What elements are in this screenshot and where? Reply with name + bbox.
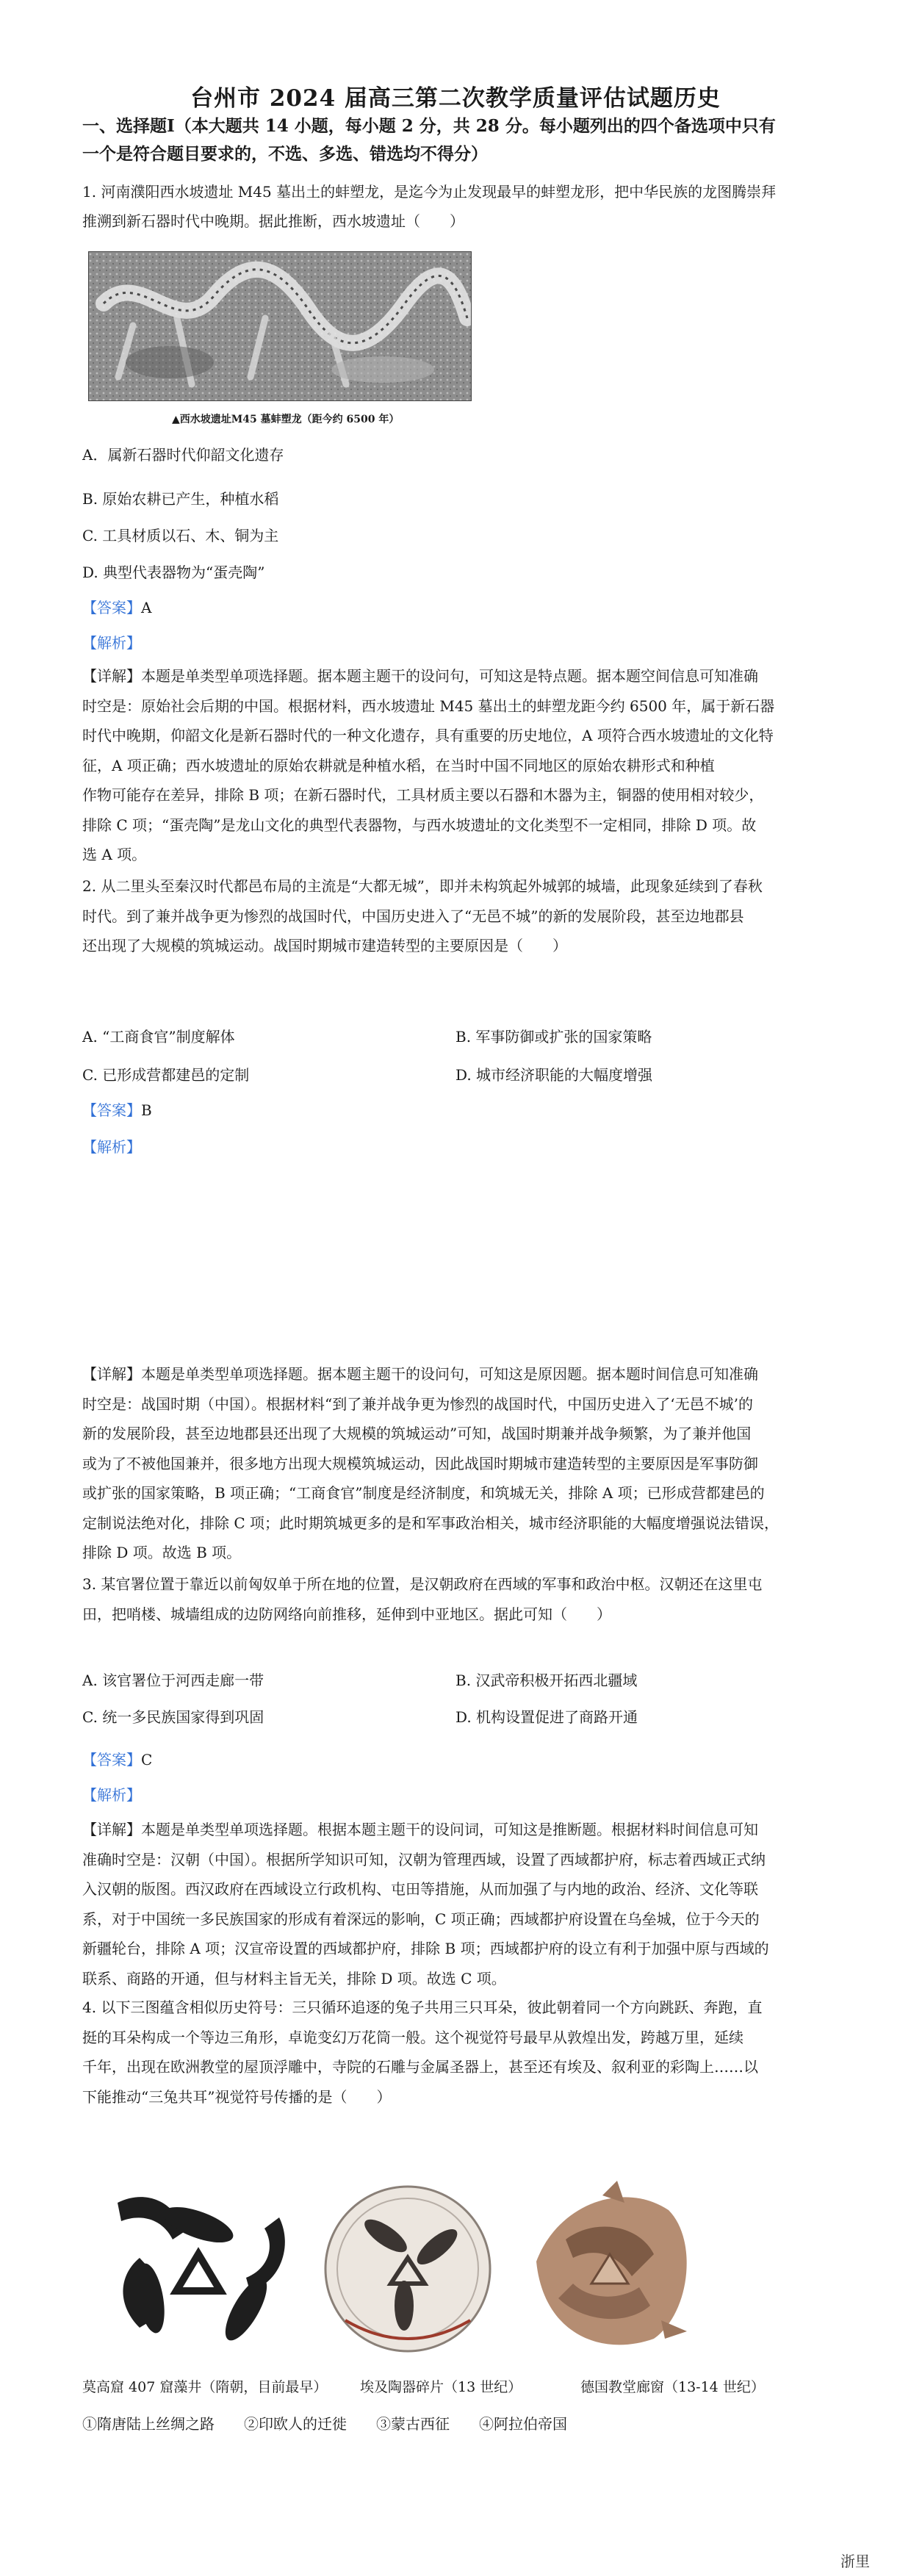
three-hares-german-church-image (514, 2173, 705, 2363)
q3-option-a: A. 该官署位于河西走廊一带 (82, 1672, 264, 1689)
q4-caption-germany: 德国教堂廊窗（13-14 世纪） (580, 2379, 765, 2395)
q1-stem-line2: 推溯到新石器时代中晚期。据此推断，西水坡遗址（ ） (82, 212, 464, 230)
q4-stem: 4. 以下三图蕴含相似历史符号：三只循环追逐的兔子共用三只耳朵，彼此朝着同一个方向跳跃、奔跑，直 挺的耳朵构成一个等边三角形，卓诡变幻万花筒一般。这个视觉符号最早从敦煌出发，跨越万里，延续 千年，出现在欧洲教堂的屋顶浮雕中，寺院的石雕与金属圣器上，甚至还有埃及、叙利亚的彩陶上……以 下能推动“三兔共耳”视觉符号传播的是（ ） (82, 1998, 763, 2106)
q4-caption-egypt: 埃及陶器碎片（13 世纪） (360, 2379, 522, 2395)
q1-option-b: B. 原始农耕已产生，种植水稻 (82, 490, 279, 508)
q1-detail: 【详解】本题是单类型单项选择题。据本题主题干的设问句，可知这是特点题。据本题空间信息可知准确 时空是：原始社会后期的中国。根据材料，西水坡遗址 M45 墓出土的蚌塑龙距今约 6500 年，属于新石器 时代中晚期，仰韶文化是新石器时代的一种文化遗存，具有重要的历史地位，A 项符合西水坡遗址的文化特 征，A 项正确；西水坡遗址的原始农耕就是种植水稻，在当时中国不同地区的原始农耕形式和种植 作物可能存在差异，排除 B 项；在新石器时代，工具材质主要以石器和木器为主，铜器的使用相对较少， 排除 C 项；“蛋壳陶”是龙山文化的典型代表器物，与西水坡遗址的文化类型不一定相同，排除 D 项。故 选 A 项。 (82, 667, 775, 863)
three-hares-egypt-pottery-image (316, 2173, 500, 2363)
q2-stem: 2. 从二里头至秦汉时代都邑布局的主流是“大都无城”，即并未构筑起外城郭的城墙，此现象延续到了春秋 时代。到了兼并战争更为惨烈的战国时代，中国历史进入了“无邑不城”的新的发展阶段，甚至边地郡县 还出现了大规模的筑城运动。战国时期城市建造转型的主要原因是（ ） (82, 877, 763, 954)
section-heading-line2: 一个是符合题目要求的，不选、多选、错选均不得分） (82, 144, 488, 164)
q2-answer: 【答案】B (82, 1101, 152, 1119)
q3-answer: 【答案】C (82, 1751, 153, 1769)
q4-caption-mogao: 莫高窟 407 窟藻井（隋朝，目前最早） (82, 2379, 328, 2395)
q2-option-d: D. 城市经济职能的大幅度增强 (455, 1066, 653, 1084)
q4-choices: ①隋唐陆上丝绸之路 ②印欧人的迁徙 ③蒙古西征 ④阿拉伯帝国 (82, 2415, 567, 2433)
q1-option-c: C. 工具材质以石、木、铜为主 (82, 527, 279, 544)
q3-detail: 【详解】本题是单类型单项选择题。根据本题主题干的设问词，可知这是推断题。根据材料时间信息可知 准确时空是：汉朝（中国）。根据所学知识可知，汉朝为管理西域，设置了西域都护府，标志着西域正式纳 入汉朝的版图。西汉政府在西域设立行政机构、屯田等措施，从而加强了与内地的政治、经济、文化等联 系，对于中国统一多民族国家的形成有着深远的影响，C 项正确；西域都护府设置在乌垒城，位于今天的 新疆轮台，排除 A 项；汉宣帝设置的西域都护府，排除 B 项；西域都护府的设立有利于加强中原与西域的 联系、商路的开通，但与材料主旨无关，排除 D 项。故选 C 项。 (82, 1821, 769, 1987)
q2-option-c: C. 已形成营都建邑的定制 (82, 1066, 250, 1084)
three-hares-mogao-image (88, 2173, 309, 2363)
q2-option-b: B. 军事防御或扩张的国家策略 (455, 1028, 652, 1046)
q1-stem-line1: 1. 河南濮阳西水坡遗址 M45 墓出土的蚌塑龙，是迄今为止发现最早的蚌塑龙形，把中华民族的龙图腾崇拜 (82, 183, 777, 201)
q3-stem: 3. 某官署位置于靠近以前匈奴单于所在地的位置，是汉朝政府在西域的军事和政治中枢。汉朝还在这里屯 田，把哨楼、城墙组成的边防网络向前推移，延伸到中亚地区。据此可知（ ） (82, 1575, 763, 1623)
q2-option-a: A. “工商食官”制度解体 (82, 1028, 235, 1046)
q3-analysis-label: 【解析】 (82, 1786, 141, 1804)
q2-analysis-label: 【解析】 (82, 1138, 141, 1156)
footer-mark: 浙里 (840, 2552, 870, 2570)
q3-option-d: D. 机构设置促进了商路开通 (455, 1708, 638, 1726)
q3-option-b: B. 汉武帝积极开拓西北疆域 (455, 1672, 638, 1689)
page-title: 台州市 2024 届高三第二次教学质量评估试题历史 (190, 85, 721, 112)
q3-option-c: C. 统一多民族国家得到巩固 (82, 1708, 264, 1726)
q1-option-a: A．属新石器时代仰韶文化遗存 (82, 446, 284, 464)
q1-option-d: D. 典型代表器物为“蛋壳陶” (82, 564, 265, 581)
shell-dragon-photo (88, 251, 472, 401)
section-heading-line1: 一、选择题Ⅰ（本大题共 14 小题，每小题 2 分，共 28 分。每小题列出的四个备选项中只有 (82, 116, 776, 136)
q1-photo-caption: ▲西水坡遗址M45 墓蚌塑龙（距今约 6500 年） (172, 414, 400, 425)
q1-answer: 【答案】A (82, 599, 152, 616)
q2-detail: 【详解】本题是单类型单项选择题。据本题主题干的设问句，可知这是原因题。据本题时间信息可知准确 时空是：战国时期（中国）。根据材料“到了兼并战争更为惨烈的战国时代，中国历史进入了‘无邑不城’的 新的发展阶段，甚至边地郡县还出现了大规模的筑城运动”可知，战国时期兼并战争频繁，为了兼并他国 或为了不被他国兼并，很多地方出现大规模筑城运动，因此战国时期城市建造转型的主要原因是军事防御 或扩张的国家策略，B 项正确；“工商食官”制度是经济制度，和筑城无关，排除 A 项；已形成营都建邑的 定制说法绝对化，排除 C 项；此时期筑城更多的是和军事政治相关，城市经济职能的大幅度增强说法错误， 排除 D 项。故选 B 项。 (82, 1365, 779, 1561)
q1-analysis-label: 【解析】 (82, 634, 141, 652)
